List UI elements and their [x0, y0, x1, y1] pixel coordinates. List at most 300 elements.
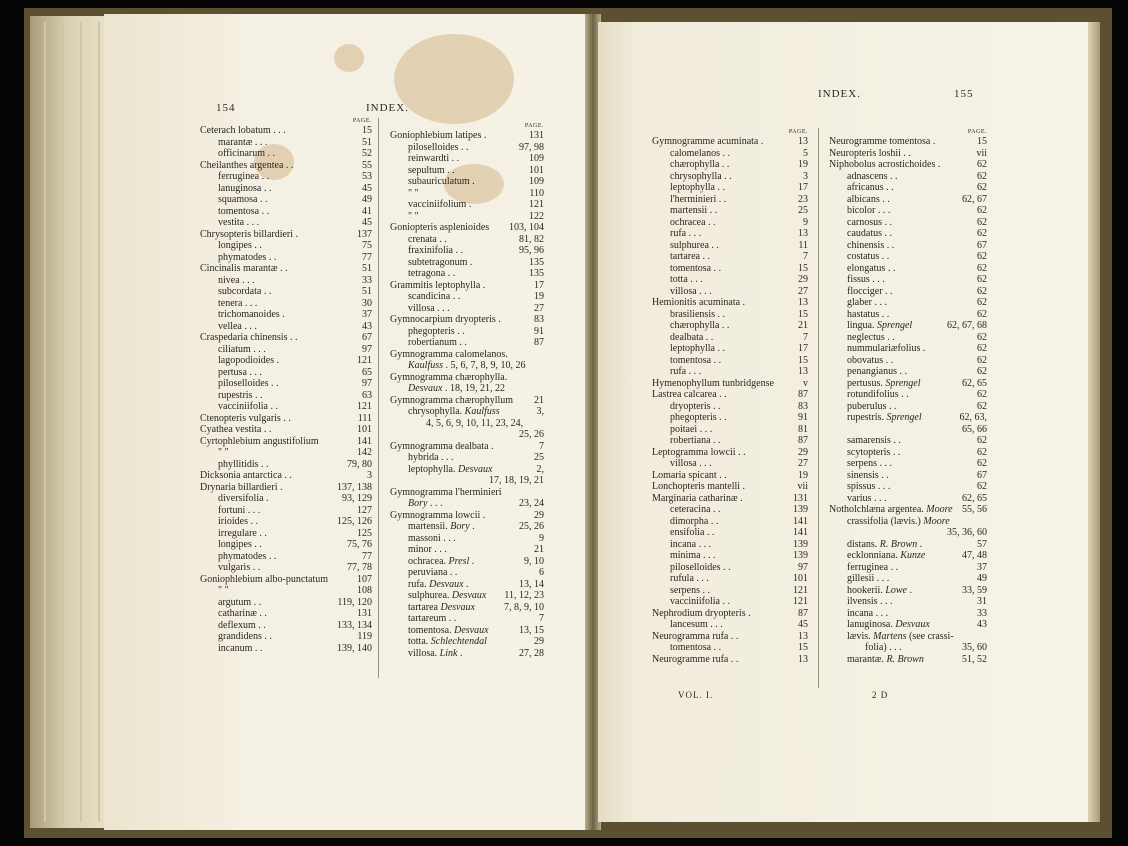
index-entry	[829, 228, 987, 240]
index-term: " "	[218, 447, 229, 458]
foxing-stain	[394, 34, 514, 124]
index-entry	[200, 390, 372, 402]
index-entry	[829, 378, 987, 390]
index-page-ref: 27	[798, 285, 808, 297]
index-page-ref: 109	[529, 153, 544, 164]
index-entry	[829, 424, 987, 436]
index-entry	[390, 613, 544, 625]
index-entry	[200, 217, 372, 229]
index-entry	[200, 482, 372, 494]
index-page-ref: 97	[362, 378, 372, 389]
index-term: albicans . .	[847, 193, 890, 205]
index-term: ferruginea . .	[218, 171, 270, 182]
index-term: varius . . .	[847, 492, 887, 504]
index-entry	[390, 280, 544, 292]
index-term: ilvensis . . .	[847, 596, 893, 607]
index-term: ferruginea . .	[847, 561, 899, 573]
index-term: hookerii. Lowe .	[847, 584, 912, 596]
index-entry	[652, 481, 808, 493]
index-page-ref: 35, 60	[962, 642, 987, 653]
index-page-ref: 6	[539, 567, 544, 578]
index-term: ochracea . .	[670, 216, 716, 228]
index-page-ref: 139	[793, 538, 808, 550]
index-term: pertusa . . .	[218, 366, 262, 378]
index-page-ref: 15	[798, 262, 808, 274]
index-entry	[829, 642, 987, 654]
index-page-ref: 27	[798, 458, 808, 469]
index-entry	[652, 435, 808, 447]
index-entry	[200, 608, 372, 620]
index-page-ref: 121	[793, 596, 808, 607]
index-entry	[390, 395, 544, 407]
index-entry	[829, 309, 987, 321]
index-page-ref: 3	[803, 170, 808, 182]
index-page-ref: 101	[529, 164, 544, 176]
index-entry	[390, 383, 544, 395]
index-page-ref: 107	[357, 573, 372, 585]
page-number: 154	[216, 102, 236, 114]
index-term: piloselloides . .	[218, 378, 279, 389]
index-entry	[390, 418, 544, 430]
index-page-ref: 121	[793, 584, 808, 596]
index-term: villosa . . .	[408, 302, 450, 314]
index-entry	[390, 590, 544, 602]
index-term: marantæ . . .	[218, 136, 268, 148]
index-term: leptophylla. Desvaux	[408, 463, 493, 475]
index-term: scytopteris . .	[847, 446, 901, 458]
page-column-heading: PAGE.	[967, 129, 987, 135]
index-entry	[390, 176, 544, 188]
index-entry	[390, 188, 544, 200]
index-page-ref: vii	[976, 147, 987, 159]
index-page-ref: 121	[357, 401, 372, 412]
index-page-ref: vii	[797, 481, 808, 492]
index-entry	[200, 459, 372, 471]
index-term: Gymnogramma l'herminieri	[390, 486, 502, 498]
index-page-ref: 5	[803, 147, 808, 159]
index-page-ref: 19	[534, 291, 544, 302]
index-page-ref: 47, 48	[962, 550, 987, 561]
index-page-ref: 62	[977, 481, 987, 492]
index-entry	[829, 366, 987, 378]
index-term: crassifolia (lævis.) Moore	[847, 515, 950, 527]
index-entry	[200, 643, 372, 655]
index-page-ref: 62	[977, 285, 987, 297]
index-term: rupestris. Sprengel	[847, 412, 922, 423]
index-page-ref: 45	[798, 619, 808, 630]
index-entry	[200, 539, 372, 551]
index-term: rufa . . .	[670, 366, 702, 377]
index-entry	[390, 130, 544, 142]
index-entry	[200, 309, 372, 321]
index-entry	[829, 401, 987, 413]
index-term: Niphobolus acrostichoides .	[829, 159, 941, 170]
index-page-ref: 62	[977, 400, 987, 412]
index-term: poitaei . . .	[670, 423, 713, 435]
index-page-ref: 62	[977, 216, 987, 228]
index-term: Dicksonia antarctica . .	[200, 470, 292, 481]
index-entry	[200, 470, 372, 482]
index-page-ref: 29	[798, 274, 808, 285]
index-page-ref: 108	[357, 585, 372, 596]
index-term: Neurogramme tomentosa .	[829, 136, 936, 147]
index-term: scandicina . .	[408, 291, 461, 302]
index-page-ref: 62	[977, 170, 987, 182]
index-entry	[390, 487, 544, 499]
right-page-edges	[1088, 22, 1100, 822]
index-page-ref: 131	[357, 608, 372, 619]
index-page-ref: 62, 65	[962, 377, 987, 389]
index-entry	[200, 551, 372, 563]
index-page-ref: 63	[362, 389, 372, 401]
index-term: sepultum . .	[408, 164, 455, 176]
index-term: l'herminieri . .	[670, 193, 727, 205]
index-page-ref: 33	[977, 607, 987, 619]
index-term: ecklonniana. Kunze	[847, 550, 926, 561]
index-term: vacciniifolia . .	[670, 596, 730, 607]
index-term: elongatus . .	[847, 262, 896, 274]
index-term: longipes . .	[218, 240, 262, 251]
index-page-ref: 21	[534, 544, 544, 555]
index-entry	[829, 573, 987, 585]
column-rule	[378, 118, 379, 678]
index-entry	[390, 567, 544, 579]
index-page-ref: 62	[977, 182, 987, 193]
index-term: phegopteris . .	[408, 325, 465, 337]
index-page-ref: 17, 18, 19, 21	[489, 475, 544, 486]
index-term: subauriculatum .	[408, 176, 475, 187]
index-entry	[829, 194, 987, 206]
index-page-ref: 19	[798, 469, 808, 481]
index-entry	[829, 596, 987, 608]
index-term: rupestris . .	[218, 389, 263, 401]
index-page-ref: 17	[798, 182, 808, 193]
index-page-ref: 62	[977, 159, 987, 170]
index-page-ref: 2,	[536, 463, 544, 475]
index-entry	[652, 366, 808, 378]
index-page-ref: 79, 80	[347, 458, 372, 470]
index-term: Bory . . .	[408, 498, 443, 509]
index-entry	[652, 642, 808, 654]
index-entry	[652, 516, 808, 528]
index-entry	[652, 458, 808, 470]
index-entry	[200, 516, 372, 528]
index-page-ref: 62, 67	[962, 193, 987, 205]
index-entry	[652, 527, 808, 539]
index-term: Marginaria catharinæ .	[652, 492, 743, 504]
index-page-ref: 101	[793, 573, 808, 584]
index-page-ref: 25	[534, 452, 544, 463]
index-term: reinwardti . .	[408, 153, 460, 164]
index-term: ceteracina . .	[670, 504, 721, 515]
index-page-ref: 13, 14	[519, 578, 544, 590]
index-term: ochracea. Presl .	[408, 555, 475, 567]
index-page-ref: 55	[362, 159, 372, 171]
index-entry	[652, 274, 808, 286]
index-entry	[829, 136, 987, 148]
index-term: robertianum . .	[408, 337, 467, 348]
running-head: INDEX.	[818, 88, 861, 100]
index-term: Goniopteris asplenioides	[390, 222, 490, 233]
index-page-ref: 93, 129	[342, 493, 372, 504]
index-entry	[200, 574, 372, 586]
index-term: longipes . .	[218, 539, 262, 550]
index-entry	[390, 406, 544, 418]
index-page-ref: 131	[793, 492, 808, 504]
index-term: Lomaria spicant . .	[652, 469, 727, 481]
index-term: catharinæ . .	[218, 608, 267, 619]
index-term: rufa . . .	[670, 228, 702, 239]
index-page-ref: 81, 82	[519, 233, 544, 245]
index-page-ref: 62, 63,	[959, 412, 987, 423]
index-entry	[390, 533, 544, 545]
index-page-ref: 135	[529, 268, 544, 279]
index-term: Leptogramma lowcii . .	[652, 446, 746, 458]
index-term: Hemionitis acuminata .	[652, 297, 746, 308]
index-term: nivea . . .	[218, 274, 255, 286]
index-term: Nephrodium dryopteris .	[652, 607, 751, 619]
index-entry	[200, 148, 372, 160]
index-term: sulphurea . .	[670, 239, 719, 251]
index-term: minima . . .	[670, 550, 716, 561]
index-page-ref: 119	[357, 631, 372, 642]
index-term: serpens . .	[670, 584, 710, 596]
index-term: vellea . . .	[218, 320, 257, 332]
index-entry	[829, 355, 987, 367]
index-entry	[829, 389, 987, 401]
index-entry	[200, 263, 372, 275]
index-page-ref: 41	[362, 205, 372, 217]
index-term: rotundifolius . .	[847, 389, 909, 400]
index-entry	[652, 596, 808, 608]
index-term: Notholchlæna argentea. Moore	[829, 504, 953, 515]
index-page-ref: 75, 76	[347, 539, 372, 550]
index-page-ref: 83	[798, 400, 808, 412]
index-entry	[390, 636, 544, 648]
index-term: Cincinalis marantæ . .	[200, 263, 288, 274]
index-term: Drynaria billardieri .	[200, 481, 283, 493]
index-term: Neuropteris loshii . .	[829, 147, 911, 159]
index-page-ref: 51	[362, 263, 372, 274]
index-entry	[390, 165, 544, 177]
index-term: glaber . . .	[847, 297, 887, 308]
index-entry	[200, 447, 372, 459]
index-page-ref: 67	[362, 332, 372, 343]
index-entry	[829, 447, 987, 459]
index-entry	[200, 286, 372, 298]
index-page-ref: 45	[362, 217, 372, 228]
index-page-ref: 62	[977, 389, 987, 400]
index-page-ref: 125	[357, 527, 372, 539]
index-page-ref: 30	[362, 297, 372, 309]
index-entry	[200, 585, 372, 597]
index-entry	[390, 314, 544, 326]
index-page-ref: 23	[798, 193, 808, 205]
foxing-stain	[334, 44, 364, 72]
index-page-ref: 62	[977, 354, 987, 366]
index-entry	[652, 608, 808, 620]
volume-footer: VOL. I.	[678, 690, 714, 700]
index-term: distans. R. Brown .	[847, 538, 923, 550]
index-page-ref: 33, 59	[962, 584, 987, 596]
index-page-ref: 133, 134	[337, 619, 372, 631]
page-column-heading: PAGE.	[352, 118, 372, 124]
index-term: martensii. Bory .	[408, 521, 475, 532]
index-entry	[652, 619, 808, 631]
index-term: villosa. Link .	[408, 647, 463, 659]
index-page-ref: 121	[357, 355, 372, 366]
index-term: sulphurea. Desvaux	[408, 590, 487, 601]
index-term: folia) . . .	[865, 642, 902, 653]
index-entry	[829, 481, 987, 493]
index-page-ref: 13, 15	[519, 624, 544, 636]
index-entry	[200, 344, 372, 356]
index-term: ciliatum . . .	[218, 343, 266, 355]
index-entry	[652, 343, 808, 355]
index-entry	[390, 372, 544, 384]
index-term: Gymnogramme acuminata .	[652, 136, 764, 147]
index-page-ref: 139, 140	[337, 642, 372, 654]
index-page-ref: 62	[977, 458, 987, 469]
index-term: chinensis . .	[847, 239, 895, 251]
index-entry	[829, 458, 987, 470]
index-term: villosa . . .	[670, 458, 712, 469]
index-entry	[390, 142, 544, 154]
index-entry	[200, 160, 372, 172]
index-page-ref: 62	[977, 331, 987, 343]
index-entry	[200, 631, 372, 643]
index-term: brasiliensis . .	[670, 308, 725, 320]
index-page-ref: 11	[798, 239, 808, 251]
index-entry	[652, 309, 808, 321]
index-page-ref: 27	[534, 302, 544, 314]
index-page-ref: 9	[539, 532, 544, 544]
index-entry	[200, 275, 372, 287]
index-entry	[390, 257, 544, 269]
index-page-ref: 15	[798, 354, 808, 366]
index-term: costatus . .	[847, 251, 890, 262]
index-entry	[200, 137, 372, 149]
index-page-ref: 62	[977, 366, 987, 377]
index-page-ref: 77	[362, 251, 372, 263]
index-entry	[200, 355, 372, 367]
index-page-ref: 25, 26	[519, 429, 544, 440]
index-page-ref: 95, 96	[519, 245, 544, 256]
index-term: fortuni . . .	[218, 504, 261, 516]
index-term: Neurogramma rufa . .	[652, 630, 739, 642]
index-page-ref: 62	[977, 274, 987, 285]
index-page-ref: 110	[529, 187, 544, 199]
index-entry	[200, 378, 372, 390]
index-entry	[652, 205, 808, 217]
index-page-ref: v	[803, 377, 808, 389]
index-term: squamosa . .	[218, 194, 268, 205]
index-page-ref: 135	[529, 256, 544, 268]
index-term: obovatus . .	[847, 354, 894, 366]
index-page-ref: 15	[362, 125, 372, 136]
index-entry	[829, 527, 987, 539]
index-entry	[390, 349, 544, 361]
index-term: Goniophlebium latipes .	[390, 130, 487, 141]
index-entry	[390, 464, 544, 476]
index-page-ref: 53	[362, 171, 372, 182]
index-page-ref: 62, 67, 68	[947, 320, 987, 331]
index-term: grandidens . .	[218, 631, 272, 642]
index-term: phegopteris . .	[670, 412, 727, 423]
index-term: argutum . .	[218, 596, 262, 608]
index-entry	[390, 153, 544, 165]
index-page-ref: 62	[977, 435, 987, 446]
index-entry	[200, 321, 372, 333]
index-term: Cyrtophlebium angustifolium	[200, 435, 319, 447]
index-entry	[200, 620, 372, 632]
index-entry	[390, 360, 544, 372]
index-entry	[390, 544, 544, 556]
index-entry	[829, 654, 987, 666]
index-page-ref: 3	[367, 470, 372, 481]
index-entry	[200, 332, 372, 344]
index-term: piloselloides . .	[670, 561, 731, 573]
index-page-ref: 51	[362, 136, 372, 148]
index-term: tomentosa. Desvaux	[408, 624, 489, 636]
index-entry	[652, 412, 808, 424]
index-entry	[390, 521, 544, 533]
index-page-ref: 109	[529, 176, 544, 187]
index-entry	[390, 579, 544, 591]
index-page-ref: 62	[977, 205, 987, 216]
index-entry	[200, 125, 372, 137]
index-term: dryopteris . .	[670, 400, 721, 412]
index-entry	[200, 171, 372, 183]
index-entry	[652, 194, 808, 206]
index-term: lanuginosa . .	[218, 182, 272, 194]
index-page-ref: 29	[798, 446, 808, 458]
index-term: Desvaux . 18, 19, 21, 22	[408, 383, 505, 394]
index-term: hybrida . . .	[408, 452, 454, 463]
index-term: tartarea Desvaux	[408, 601, 475, 613]
index-term: spissus . . .	[847, 481, 891, 492]
index-entry	[390, 211, 544, 223]
index-page-ref: 31	[977, 596, 987, 607]
index-entries	[652, 136, 808, 665]
index-page-ref: 75	[362, 240, 372, 251]
index-term: flocciger . .	[847, 285, 893, 297]
index-term: lævis. Martens (see crassi-	[847, 630, 954, 642]
index-term: totta . . .	[670, 274, 703, 285]
index-term: rufa. Desvaux .	[408, 578, 469, 590]
index-page-ref: 87	[798, 607, 808, 619]
index-page-ref: 7	[539, 440, 544, 452]
index-page-ref: 119, 120	[337, 596, 372, 608]
index-entry	[652, 447, 808, 459]
index-term: " "	[408, 187, 419, 199]
index-entry	[829, 516, 987, 528]
index-entry	[390, 245, 544, 257]
index-term: tomentosa . .	[670, 262, 722, 274]
index-entry	[200, 194, 372, 206]
index-term: Gymnogramma chærophyllum	[390, 394, 514, 406]
index-term: Lastrea calcarea . .	[652, 389, 727, 400]
index-page-ref: 141	[793, 515, 808, 527]
index-entry	[652, 493, 808, 505]
index-entry	[200, 206, 372, 218]
index-entry	[829, 539, 987, 551]
index-entry	[652, 424, 808, 436]
index-entry	[390, 429, 544, 441]
index-entry	[390, 625, 544, 637]
index-entry	[829, 608, 987, 620]
index-term: chrysophylla. Kaulfuss	[408, 406, 500, 417]
